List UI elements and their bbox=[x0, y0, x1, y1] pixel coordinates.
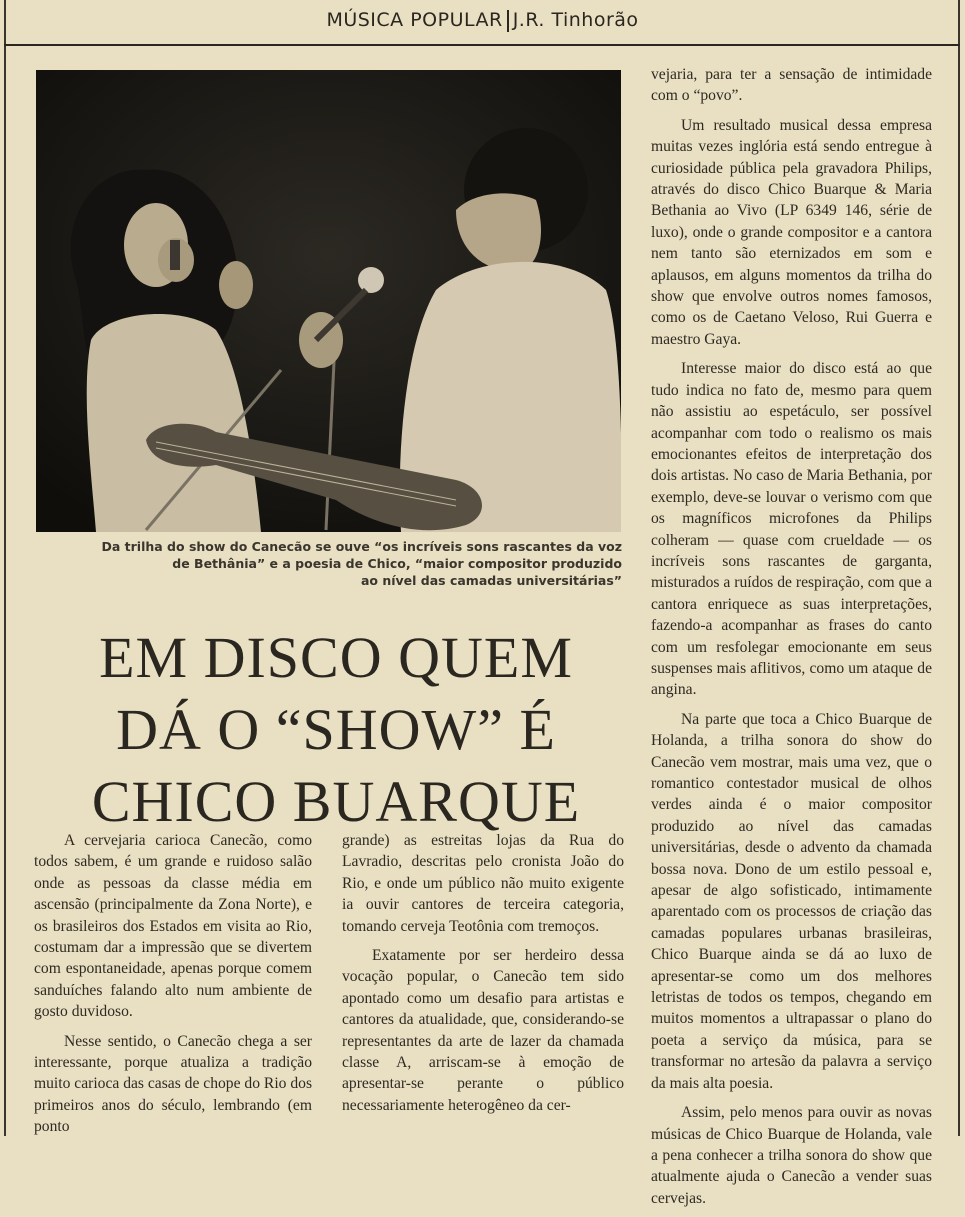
article-column-1 bbox=[34, 830, 312, 1146]
article-paragraph: A cervejaria carioca Canecão, como todos sabem, é um grande e ruidoso salão onde as pessoas da classe média em ascensão (principalmente da Zona Norte), e os brasileiros dos Estados em visita ao Rio, costumam dar a impressão que se divertem com espontaneidade, apenas porque comem sanduíches falando alto num ambiente de gosto duvidoso. bbox=[34, 832, 312, 1021]
article-paragraph: Nesse sentido, o Canecão chega a ser interessante, porque atualiza a tradição muito carioca das casas de chope do Rio dos primeiros anos do século, lembrando (em ponto bbox=[34, 1032, 313, 1136]
section-title: MÚSICA POPULAR bbox=[326, 9, 503, 31]
article-column-2 bbox=[342, 830, 624, 1124]
headline-line: CHICO BUARQUE bbox=[91, 769, 581, 834]
header-separator bbox=[507, 10, 509, 32]
article-paragraph: vejaria, para ter a sensação de intimidade com o “povo”. bbox=[651, 66, 932, 105]
article-paragraph: Um resultado musical dessa empresa muitas vezes inglória está sendo entregue à curiosidade pública pela gravadora Philips, através do disco Chico Buarque & Maria Bethania ao Vivo (LP 6349 146, série de luxo), onde o grande compositor e a cantora nem tanto são eternizados em som e aplausos, em alguns momentos da trilha do show que envolve outros nomes famosos, como os de Caetano Veloso, Rui Guerra e maestro Gaya. bbox=[651, 116, 932, 348]
headline bbox=[36, 622, 636, 838]
caption-line: de Bethânia” e a poesia de Chico, “maior compositor produzido bbox=[172, 556, 622, 571]
headline-line: EM DISCO QUEM bbox=[99, 625, 573, 690]
caption-line: Da trilha do show do Canecão se ouve “os incríveis sons rascantes da voz bbox=[101, 539, 622, 554]
concert-photo bbox=[36, 70, 621, 532]
headline-line: DÁ O “SHOW” É bbox=[116, 697, 556, 762]
article-paragraph: Assim, pelo menos para ouvir as novas músicas de Chico Buarque de Holanda, vale a pena conhecer a trilha sonora do show que atualmente ajuda o Canecão a vender suas cervejas. bbox=[651, 1104, 932, 1207]
author-name: J.R. Tinhorão bbox=[512, 9, 639, 31]
article-paragraph: Exatamente por ser herdeiro dessa vocação popular, o Canecão tem sido apontado como um desafio para artistas e cantores da atualidade, que, considerando-se representantes da arte de lazer da chamada classe A, arriscam-se à emoção de apresentar-se perante o público necessariamente heterogêneo da cer- bbox=[342, 947, 624, 1114]
article-column-3 bbox=[651, 64, 932, 1217]
header-rule bbox=[4, 44, 960, 46]
caption-line: ao nível das camadas universitárias” bbox=[360, 573, 622, 588]
article-paragraph: Na parte que toca a Chico Buarque de Holanda, a trilha sonora do show do Canecão vem mostrar, mais uma vez, que o romantico contestador musical de olhos verdes ainda é o maior compositor produzido ao nível das camadas universitárias, desde o advento da chamada bossa nova. Dono de um estilo pessoal e, apesar de algo sofisticado, intimamente aparentado com os processos de criação das camadas populares urbanas brasileiras, Chico Buarque ainda se dá ao luxo de apresentar-se como um dos melhores letristas de todos os tempos, chegando em muitos momentos a ultrapassar o plano do poeta a serviço da música, para se transformar no artesão da palavra a serviço da mais alta poesia. bbox=[651, 710, 932, 1092]
article-paragraph: Interesse maior do disco está ao que tudo indica no fato de, mesmo para quem não assistiu ao espetáculo, ser possível acompanhar com todo o realismo os mais emocionantes efeitos de interpretação dos dois artistas. No caso de Maria Bethania, por exemplo, deve-se louvar o verismo com que os magníficos microfones da Philips colheram — quase com crueldade — os incríveis sons rascantes de garganta, misturados a ruídos de respiração, com que a cantora enriquece as suas interpretações, fazendo-a acompanhar as frases do canto com um resfolegar emocionante em seus suspenses mais aflitivos, como um ataque de angina. bbox=[651, 360, 932, 699]
photo-caption bbox=[66, 538, 622, 589]
page-header bbox=[0, 0, 965, 40]
article-paragraph: grande) as estreitas lojas da Rua do Lavradio, descritas pelo cronista João do Rio, e onde um público não muito exigente ia ouvir cantores de terceira categoria, tomando cerveja Teotônia com tremoços. bbox=[342, 832, 624, 935]
